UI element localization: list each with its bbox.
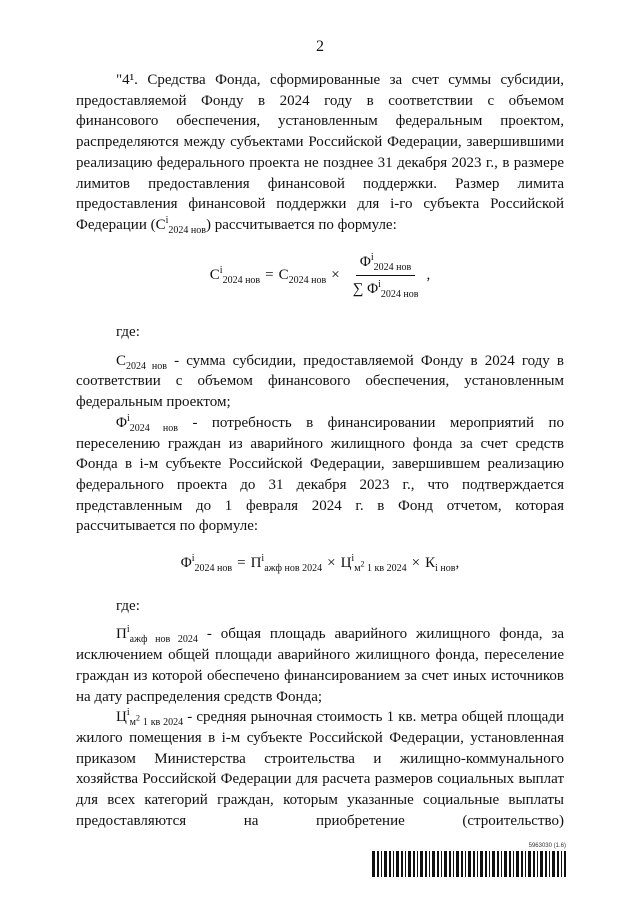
definition-P: $П^i_{ажф нов 2024}$ - общая площадь аварийного жилищного фонда, за исключением общей площади аварийного жилищного фонда, переселение граждан из которой обеспечено финансированием за счет иных источников на дату распределения средств Фонда; xyxy=(76,624,564,705)
document-code: 5963030 (1.6) xyxy=(528,843,566,849)
formula-fraction: $\frac{\Phi^i_{2024 нов}}{\sum \Phi^i_{2024 нов}}$ xyxy=(352,251,419,301)
formula-need: $\Phi^i_{2024 нов}$ = $П^i_{ажф нов 2024}$ × $Ц^i_{м^2 1 кв 2024}$ × $К_{i нов}$ , xyxy=(180,553,460,575)
where-label-1: где: xyxy=(116,324,140,341)
document-footer xyxy=(372,843,566,877)
paragraph-4-1: "4¹. Средства Фонда, сформированные за счет суммы субсидии, предоставляемой Фонду в 2024 году в соответствии с объемом финансового обеспечения, установленным федеральным проектом, распределяются между субъектами Российской Федерации, завершившими реализацию федерального проекта не позднее 31 декабря 2023 г., в размере лимитов предоставления финансовой поддержки. Размер лимита предоставления финансовой поддержки для i-го субъекта Российской Федерации $(C^i_{2024 нов})$ рассчитывается по формуле: xyxy=(76,72,564,236)
symbol-C-2024: $C^i_{2024 нов}$ xyxy=(155,214,206,236)
definition-Ts: $Ц^i_{м^2 1 кв 2024}$ - средняя рыночная стоимость 1 кв. метра общей площади жилого помещения в i-м субъекте Российской Федерации, установленная приказом Министерства строительства и жилищно-коммунального хозяйства Российской Федерации для расчета размеров социальных выплат для всех категорий граждан, которым указанные социальные выплаты предоставляются на приобретение (строительство) xyxy=(76,707,565,829)
definition-C: $C_{2024 нов}$ - сумма субсидии, предоставляемой Фонду в 2024 году в соответствии с объемом финансового обеспечения, установленным федеральным проектом; xyxy=(76,352,564,411)
page-number: 2 xyxy=(316,38,324,55)
formula-limit: $C^i_{2024 нов}$ = $C_{2024 нов}$ × $\frac{\Phi^i_{2024 нов}}{\sum \Phi^i_{2024 нов}}$ , xyxy=(209,251,431,301)
barcode-icon xyxy=(372,851,566,877)
where-label-2: где: xyxy=(116,597,140,614)
definition-Phi: $\Phi^i_{2024 нов}$ - потребность в финансировании мероприятий по переселению граждан из аварийного жилищного фонда за счет средств Фонда в i-м субъекте Российской Федерации, завершившем реализацию федерального проекта до 31 декабря 2023 г., что подтверждается представленным до 1 февраля 2024 г. в Фонд отчетом, которая рассчитывается по формуле: xyxy=(76,412,564,535)
document-body xyxy=(76,70,564,832)
